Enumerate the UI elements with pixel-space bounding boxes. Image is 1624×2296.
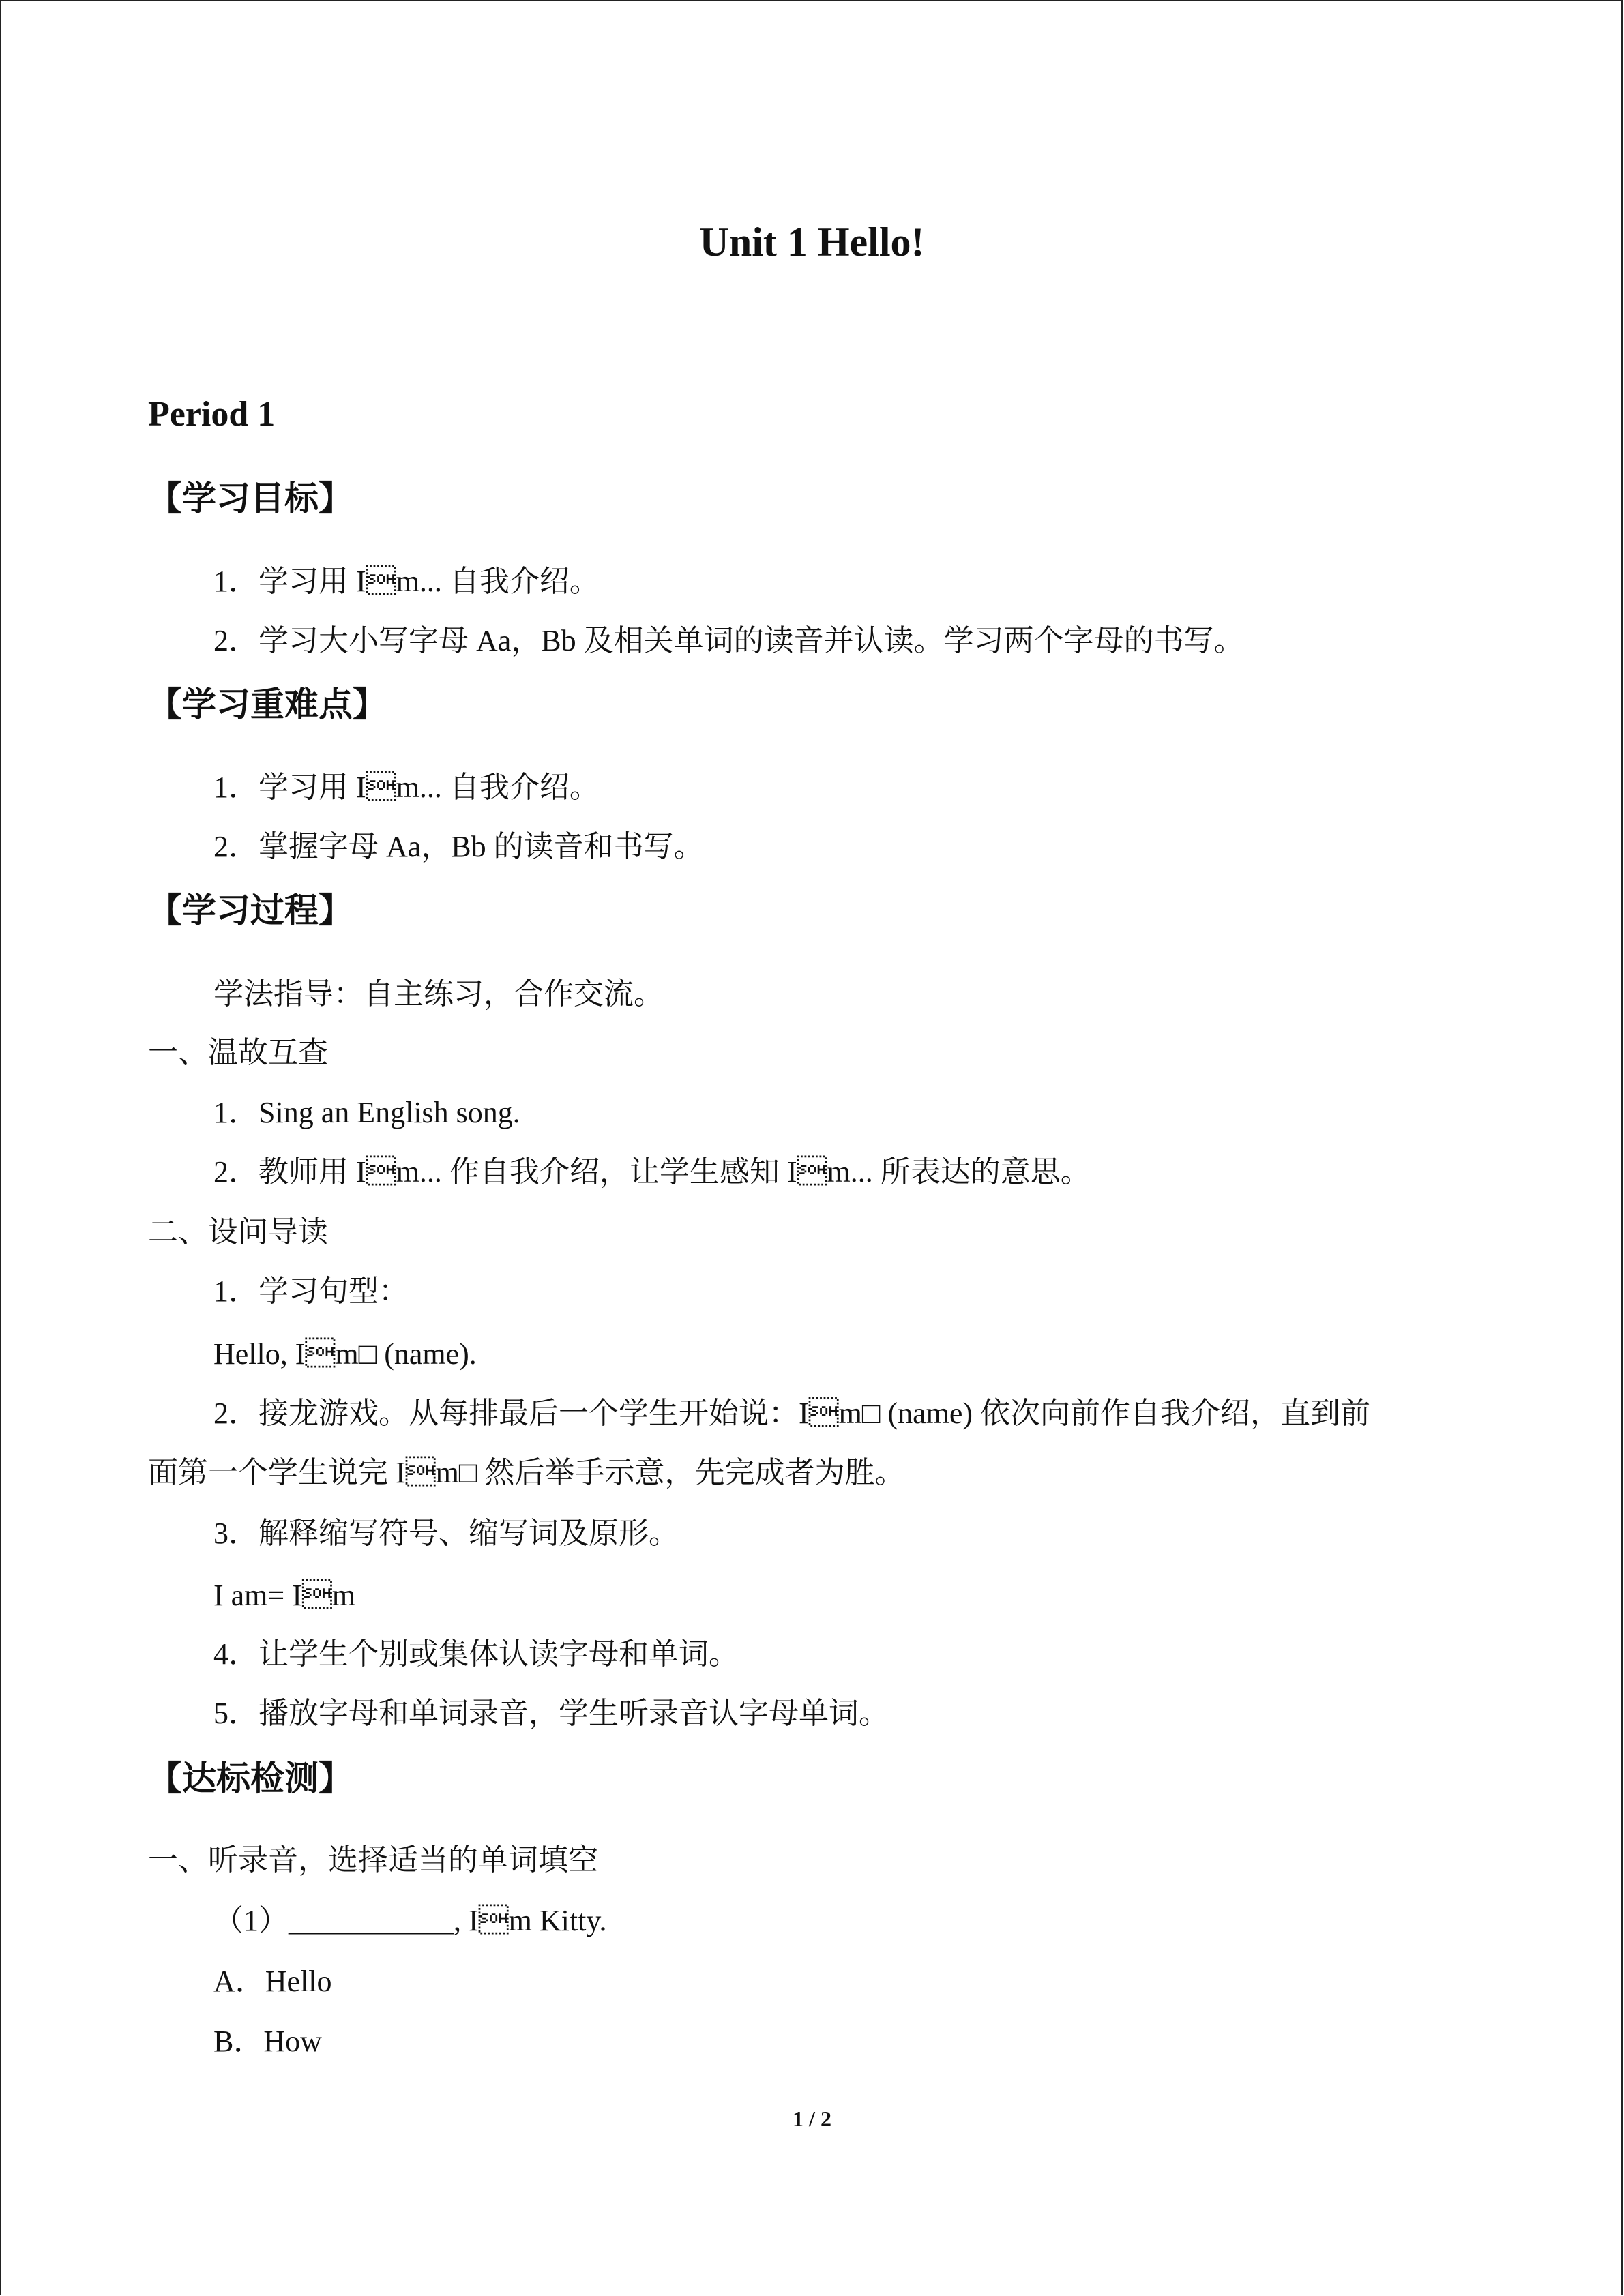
key-point-item-1: 1．学习用 Im... 自我介绍。 bbox=[213, 771, 600, 804]
section-heading-key-points: 【学习重难点】 bbox=[148, 685, 387, 724]
section-heading-goals: 【学习目标】 bbox=[148, 479, 353, 518]
part1-title: 一、温故互查 bbox=[148, 1036, 328, 1069]
part2-item-1: 1．学习句型： bbox=[213, 1274, 409, 1308]
part2-item-3: 3．解释缩写符号、缩写词及原形。 bbox=[213, 1517, 679, 1550]
part2-item-2-line1: 2．接龙游戏。从每排最后一个学生开始说：Im□ (name) 依次向前作自我介绍，直到前 bbox=[213, 1397, 1371, 1430]
part2-sentence: Hello, Im□ (name). bbox=[213, 1337, 477, 1371]
key-point-item-2: 2．掌握字母 Aa，Bb 的读音和书写。 bbox=[213, 830, 704, 863]
document-title: Unit 1 Hello! bbox=[699, 220, 925, 265]
period-heading: Period 1 bbox=[148, 395, 276, 434]
study-guide: 学法指导：自主练习，合作交流。 bbox=[213, 977, 664, 1011]
part2-item-5: 5．播放字母和单词录音，学生听录音认字母单词。 bbox=[213, 1697, 889, 1730]
part2-item-4: 4．让学生个别或集体认读字母和单词。 bbox=[213, 1637, 739, 1671]
section-heading-process: 【学习过程】 bbox=[148, 891, 353, 930]
page-number: 1 / 2 bbox=[793, 2106, 831, 2131]
part2-item-2-line2: 面第一个学生说完 Im□ 然后举手示意，先完成者为胜。 bbox=[148, 1456, 905, 1489]
section-heading-test: 【达标检测】 bbox=[148, 1759, 353, 1798]
part1-item-2: 2．教师用 Im... 作自我介绍，让学生感知 Im... 所表达的意思。 bbox=[213, 1155, 1091, 1189]
option-b: B．How bbox=[213, 2025, 322, 2058]
test-part1-title: 一、听录音，选择适当的单词填空 bbox=[148, 1843, 598, 1877]
test-question-1: （1）___________, Im Kitty. bbox=[213, 1904, 607, 1937]
goal-item-1: 1．学习用 Im... 自我介绍。 bbox=[213, 565, 600, 598]
part2-title: 二、设问导读 bbox=[148, 1215, 328, 1249]
option-a: A．Hello bbox=[213, 1965, 332, 1998]
part2-abbreviation: I am= Im bbox=[213, 1579, 356, 1612]
goal-item-2: 2．学习大小写字母 Aa，Bb 及相关单词的读音并认读。学习两个字母的书写。 bbox=[213, 624, 1244, 657]
part1-item-1: 1．Sing an English song. bbox=[213, 1096, 520, 1129]
